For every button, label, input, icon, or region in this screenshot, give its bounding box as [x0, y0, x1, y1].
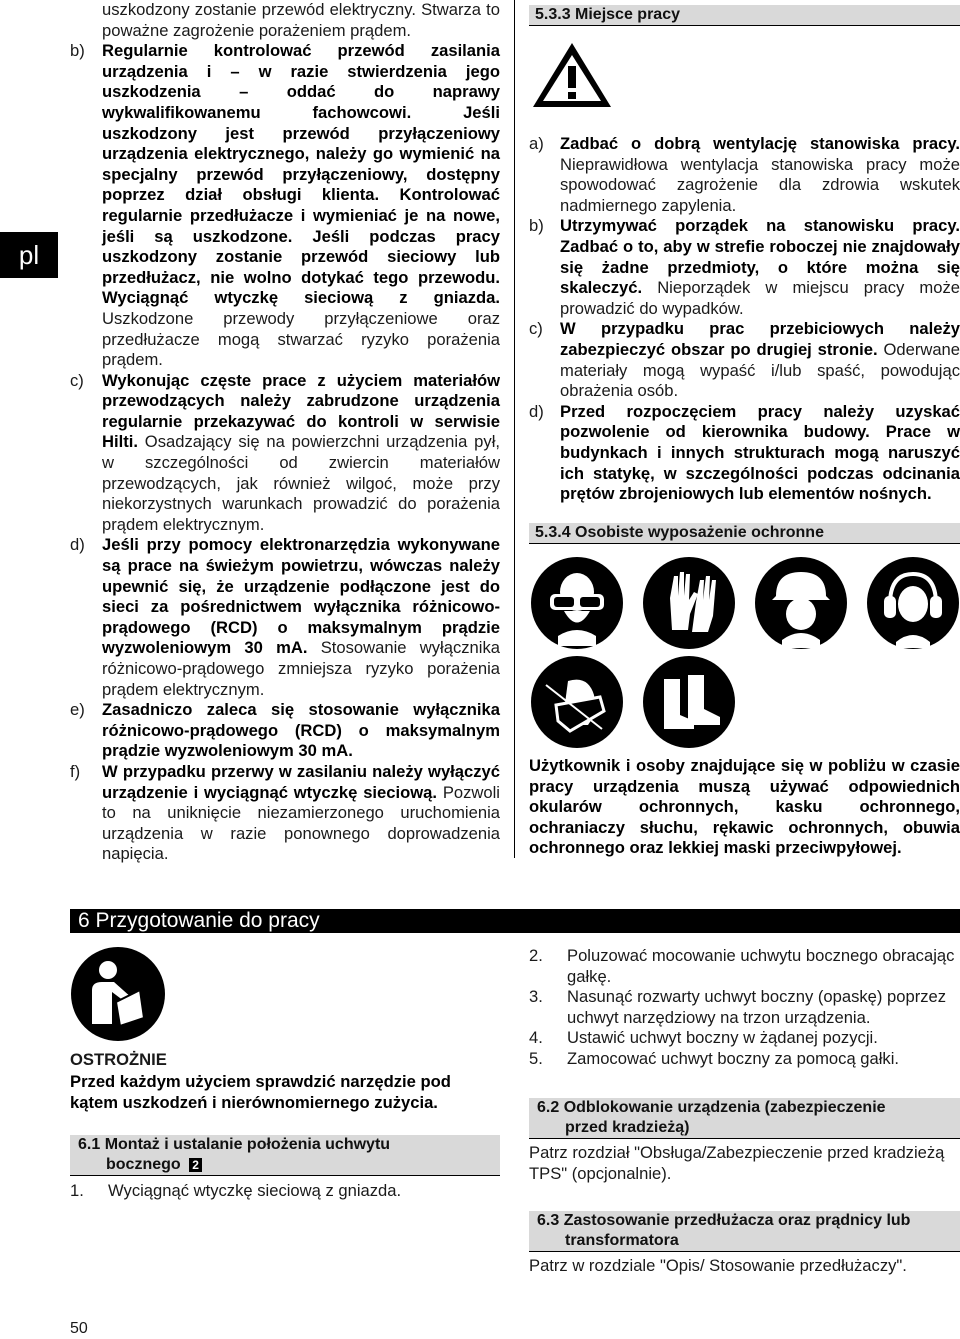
heading-rule — [529, 1251, 960, 1252]
page-number: 50 — [70, 1320, 88, 1337]
read-manual-icon — [70, 946, 166, 1042]
ppe-instruction-text: Użytkownik i osoby znajdujące się w pobliżu w czasie pracy urządzenia muszą używać odpowiednich okularów ochronnych, kasku ochronnego, ochraniaczy słuchu, rękawic ochronnych, obuwia ochronnego oraz lekkiej maski przeciwpyłowej. — [529, 756, 960, 858]
step-list-right — [529, 946, 960, 1070]
warning-triangle-icon — [530, 40, 614, 110]
section-5-3-3-heading: 5.3.3 Miejsce pracy — [529, 5, 960, 25]
heading-rule — [529, 25, 960, 26]
item-d: d) Jeśli przy pomocy elektronarzędzia wykonywane są prace na świeżym powietrzu, wówczas należy upewnić się, że urządzenie podłączone jest do sieci za pośrednictwem wyłącznika różnicowo-prądowego (RCD) o maksymalnym prądzie wyzwoleniowym 30 mA. Stosowanie wyłącznika różnicowo-prądowego zmniejsza ryzyko porażenia prądem elektrycznym. — [70, 535, 500, 699]
section-6-3-heading: 6.3 Zastosowanie przedłużacza oraz prądnicy lub transformatora — [529, 1211, 960, 1251]
item-a: a) Zadbać o dobrą wentylację stanowiska pracy. Nieprawidłowa wentylacja stanowiska pracy może spowodować zagrożenie dla zdrowia wskutek nadmiernego zapylenia. — [529, 134, 960, 215]
item-b-continued: uszkodzony zostanie przewód elektryczny. Stwarza to poważne zagrożenie porażeniem prądem. — [102, 0, 500, 40]
safety-glasses-icon — [530, 556, 624, 650]
heading-rule — [529, 543, 960, 544]
item-d: d) Przed rozpoczęciem pracy należy uzyskać pozwolenie od kierownika budowy. Prace w budynkach i innych strukturach mogą naruszyć ich statykę, w szczególności podczas odcinania prętów zbrojeniowych lub elementów nośnych. — [529, 401, 960, 504]
section-6-2-text: Patrz rozdział "Obsługa/Zabezpieczenie przed kradzieżą TPS" (opcjonalnie). — [529, 1143, 945, 1183]
section-6-3-text: Patrz w rozdziale "Opis/ Stosowanie przedłużaczy". — [529, 1256, 907, 1275]
item-c: c) Wykonując częste prace z użyciem materiałów przewodzących należy zabrudzone urządzenia regularnie przekazywać do kontroli w serwisie Hilti. Osadzający się na powierzchni urządzenia pył, w szczególności od zwiercin materiałów przewodzących, jak również wilgoć, może przy niekorzystnych warunkach prowadzić do porażenia prądem elektrycznym. — [70, 370, 500, 534]
chapter-6-title: 6 Przygotowanie do pracy — [70, 909, 960, 933]
section-6-1-heading-line2: bocznego 2 — [78, 1155, 492, 1175]
heading-rule — [70, 1175, 500, 1176]
safety-boots-icon — [642, 655, 736, 749]
safety-helmet-icon — [754, 556, 848, 650]
dust-mask-icon — [530, 655, 624, 749]
section-5-3-4-heading: 5.3.4 Osobiste wyposażenie ochronne — [529, 523, 960, 543]
caution-heading: OSTROŻNIE — [70, 1050, 167, 1069]
safety-gloves-icon — [642, 556, 736, 650]
column-divider — [514, 0, 515, 858]
item-f: f) W przypadku przerwy w zasilaniu należy wyłączyć urządzenie i wyciągnąć wtyczkę sieciową. Pozwoli to na uniknięcie niezamierzonego uruchomienia urządzenia w razie ponownego doprowadzenia napięcia. — [70, 761, 500, 864]
right-column — [529, 134, 960, 505]
item-c: c) W przypadku prac przebiciowych należy zabezpieczyć obszar po drugiej stronie. Oderwane materiały mogą wypaść i/lub spaść, powodując obrażenia osób. — [529, 319, 960, 401]
item-b: b) Regularnie kontrolować przewód zasilania urządzenia i – w razie stwierdzenia jego uszkodzenia – oddać do naprawy wykwalifikowanemu fachowcowi. Jeśli uszkodzony jest przewód przyłączeniowy urządzenia elektrycznego, należy go wymienić na specjalny przewód przyłączeniowy, dostępny poprzez dział obsługi klienta. Kontrolować regularnie przedłużacze i wymieniać je na nowe, jeśli są uszkodzone. Jeśli podczas pracy uszkodzony zostanie przewód sieciowy lub przedłużacz, nie wolno dotykać tego przewodu. Wyciągnąć wtyczkę sieciową z gniazda. Uszkodzone przewody przyłączeniowe oraz przedłużacze mogą stwarzać ryzyko porażenia prądem. — [70, 41, 500, 370]
caution-text: Przed każdym użyciem sprawdzić narzędzie pod kątem uszkodzeń i nierównomiernego zużycia. — [70, 1072, 451, 1112]
ear-protection-icon — [866, 556, 960, 650]
step-4: 4. Ustawić uchwyt boczny w żądanej pozycji. — [529, 1028, 878, 1048]
heading-rule — [529, 1138, 960, 1139]
left-column — [70, 0, 500, 865]
language-tab: pl — [0, 232, 58, 278]
step-1: 1. Wyciągnąć wtyczkę sieciową z gniazda. — [70, 1181, 402, 1200]
step-5: 5. Zamocować uchwyt boczny za pomocą gałki. — [529, 1048, 900, 1068]
step-2: 2. Poluzować mocowanie uchwytu bocznego obracając gałkę. — [529, 946, 955, 986]
step-list-left — [70, 1181, 500, 1202]
item-e: e) Zasadniczo zaleca się stosowanie wyłącznika różnicowo-prądowego (RCD) o maksymalnym prądzie wyzwoleniowym 30 mA. — [70, 700, 500, 761]
step-3: 3. Nasunąć rozwarty uchwyt boczny (opaskę) poprzez uchwyt narzędziowy na trzon urządzenia. — [529, 987, 947, 1027]
figure-reference-badge: 2 — [189, 1158, 202, 1172]
section-6-1-heading: 6.1 Montaż i ustalanie położenia uchwytu bocznego 2 — [70, 1135, 500, 1175]
section-6-2-heading: 6.2 Odblokowanie urządzenia (zabezpieczenie przed kradzieżą) — [529, 1098, 960, 1138]
item-b: b) Utrzymywać porządek na stanowisku pracy. Zadbać o to, aby w strefie roboczej nie znajdowały się żadne przedmioty, o które można się skaleczyć. Nieporządek w miejscu pracy może prowadzić do wypadków. — [529, 216, 960, 318]
